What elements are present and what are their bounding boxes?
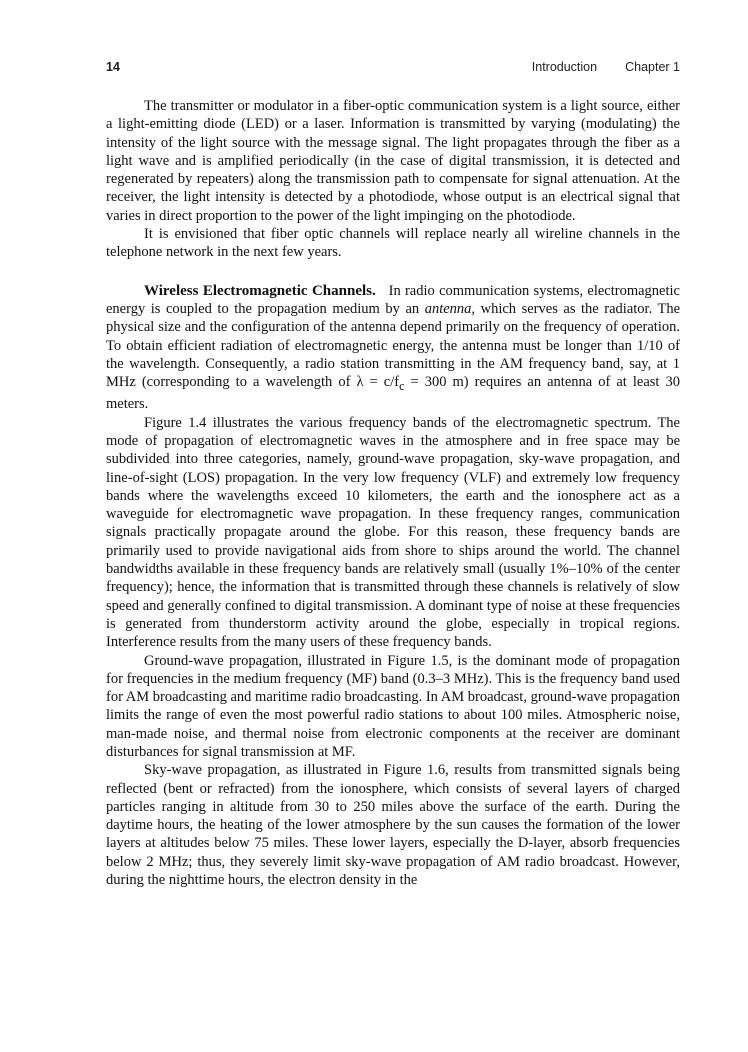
paragraph-text: In radio communication systems, electromagnetic energy is coupled to the propagation medium by an xyxy=(106,282,680,317)
paragraph-text: = 300 m) requires an antenna of at least 30 meters. xyxy=(106,374,680,413)
paragraph-fiber-optic-transmitter: The transmitter or modulator in a fiber-optic communication system is a light source, either a light-emitting diode (LED) or a laser. Information is transmitted by varying (modulating) the intensity of the light source with the message signal. The light propagates through the fiber as a light wave and is amplified periodically (in the case of digital transmission, it is detected and regenerated by repeaters) along the transmission path to compensate for signal attenuation. At the receiver, the light intensity is detected by a photodiode, whose output is an electrical signal that varies in direct proportion to the power of the light impinging on the photodiode. xyxy=(106,98,680,224)
paragraph-sky-wave: Sky-wave propagation, as illustrated in Figure 1.6, results from transmitted signals being reflected (bent or refracted) from the ionosphere, which consists of several layers of charged particles ranging in altitude from 30 to 250 miles above the surface of the earth. During the daytime hours, the heating of the lower atmosphere by the sun causes the formation of the lower layers at altitudes below 75 miles. These lower layers, especially the D-layer, absorb frequencies below 2 MHz; thus, they severely limit sky-wave propagation of AM radio broadcast. However, during the nighttime hours, the electron density in the xyxy=(106,762,680,889)
subscript-c: c xyxy=(399,379,405,394)
body-text xyxy=(106,97,680,889)
chapter-label: Chapter 1 xyxy=(625,60,680,74)
emphasis-antenna: antenna, xyxy=(424,300,476,317)
page-number: 14 xyxy=(106,60,120,74)
section-gap xyxy=(106,262,680,282)
paragraph-ground-wave: Ground-wave propagation, illustrated in Figure 1.5, is the dominant mode of propagation for frequencies in the medium frequency (MF) band (0.3–3 MHz). This is the frequency band used for AM broadcasting and maritime radio broadcasting. In AM broadcast, ground-wave propagation limits the range of even the most powerful radio stations to about 100 miles. Atmospheric noise, man-made noise, and thermal noise from electronic components at the receiver are dominant disturbances for signal transmission at MF. xyxy=(106,652,680,760)
paragraph-wireless-channels xyxy=(106,282,680,414)
section-title: Introduction xyxy=(531,60,598,74)
paragraph-fiber-optic-outlook: It is envisioned that fiber optic channels will replace nearly all wireline channels in the telephone network in the next few years. xyxy=(106,226,680,261)
paragraph-text: which serves as the radiator. The physical size and the configuration of the antenna depend primarily on the frequency of operation. To obtain efficient radiation of electromagnetic energy, the antenna must be longer than 1/10 of the wavelength. Consequently, a radio station transmitting in the AM frequency band, say, at 1 MHz (corresponding to a wavelength of λ = c/f xyxy=(106,300,681,391)
running-head xyxy=(106,60,680,80)
paragraph-frequency-bands: Figure 1.4 illustrates the various frequency bands of the electromagnetic spectrum. The mode of propagation of electromagnetic waves in the atmosphere and in free space may be subdivided into three categories, namely, ground-wave propagation, sky-wave propagation, and line-of-sight (LOS) propagation. In the very low frequency (VLF) and extremely low frequency bands where the wavelengths exceed 10 kilometers, the earth and the ionosphere act as a waveguide for electromagnetic wave propagation. In these frequency ranges, communication signals practically propagate around the globe. For this reason, these frequency bands are primarily used to provide navigational aids from shore to ships around the world. The channel bandwidths available in these frequency bands are relatively small (usually 1%–10% of the center frequency); hence, the information that is transmitted through these channels is relatively of slow speed and generally confined to digital transmission. A dominant type of noise at these frequencies is generated from thunderstorm activity around the globe, especially in tropical regions. Interference results from the many users of these frequency bands. xyxy=(106,414,680,651)
running-head-right xyxy=(532,60,680,74)
section-heading-wireless: Wireless Electromagnetic Channels. xyxy=(144,282,376,299)
